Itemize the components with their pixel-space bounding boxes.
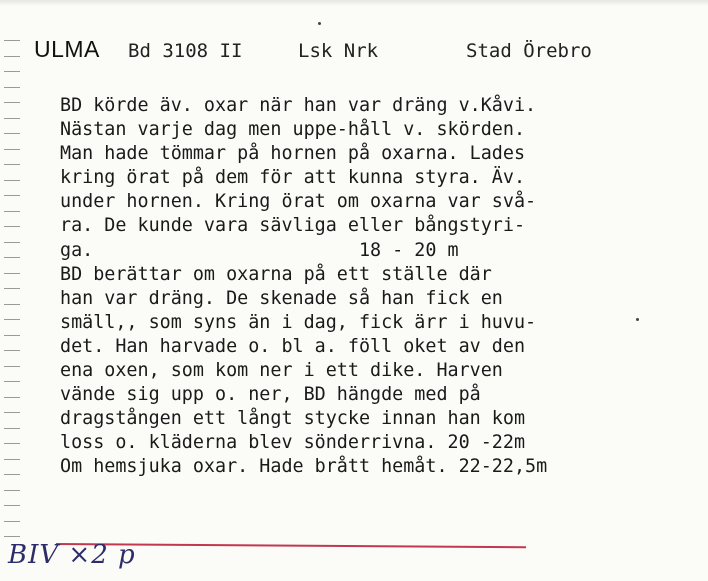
perforation-tick: [4, 350, 20, 351]
perforation-tick: [4, 505, 20, 506]
perforation-tick: [4, 195, 20, 196]
body-line: BD berättar om oxarna på ett ställe där: [60, 263, 492, 285]
perforation-tick: [4, 133, 20, 134]
body-line: det. Han harvade o. bl a. föll oket av den: [60, 335, 526, 357]
card-perforations: [0, 40, 24, 560]
place-name: Stad Örebro: [466, 40, 592, 62]
record-code: Bd 3108 II: [128, 40, 243, 62]
ink-speck: [318, 22, 321, 25]
perforation-tick: [4, 304, 20, 305]
body-line: Nästan varje dag men uppe-håll v. skörden.: [60, 119, 526, 141]
archive-label: ULMA: [34, 36, 100, 62]
perforation-tick: [4, 412, 20, 413]
perforation-tick: [4, 366, 20, 367]
perforation-tick: [4, 474, 20, 475]
perforation-tick: [4, 273, 20, 274]
perforation-tick: [4, 521, 20, 522]
body-line: kring örat på dem för att kunna styra. Äv.: [60, 167, 526, 189]
body-line-underlined: Om hemsjuka oxar. Hade brått hemåt. 22-22,5m: [60, 456, 548, 478]
body-line: smäll,, som syns än i dag, fick ärr i huvu-: [60, 311, 537, 333]
perforation-tick: [4, 242, 20, 243]
body-line: Man hade tömmar på hornen på oxarna. Lades: [60, 143, 526, 165]
ink-speck: [636, 318, 639, 321]
perforation-tick: [4, 164, 20, 165]
region-code: Lsk Nrk: [298, 40, 379, 62]
handwritten-annotation: BIV ×2 p: [8, 540, 136, 570]
perforation-tick: [4, 319, 20, 320]
perforation-tick: [4, 257, 20, 258]
perforation-tick: [4, 536, 20, 537]
perforation-tick: [4, 226, 20, 227]
body-line: vände sig upp o. ner, BD hängde med på: [60, 384, 481, 406]
perforation-tick: [4, 102, 20, 103]
card-body: [60, 94, 690, 480]
perforation-tick: [4, 149, 20, 150]
body-line: loss o. kläderna blev sönderrivna. 20 -22m: [60, 432, 526, 454]
card-top-edge: [0, 0, 708, 6]
perforation-tick: [4, 443, 20, 444]
body-line: ga. 18 - 20 m: [60, 239, 459, 261]
perforation-tick: [4, 118, 20, 119]
perforation-tick: [4, 211, 20, 212]
perforation-tick: [4, 87, 20, 88]
perforation-tick: [4, 381, 20, 382]
perforation-tick: [4, 459, 20, 460]
perforation-tick: [4, 180, 20, 181]
perforation-tick: [4, 335, 20, 336]
perforation-tick: [4, 428, 20, 429]
body-line: han var dräng. De skenade så han fick en: [60, 287, 503, 309]
card-header: [0, 32, 708, 72]
perforation-tick: [4, 397, 20, 398]
body-line: BD körde äv. oxar när han var dräng v.Kåvi.: [60, 95, 537, 116]
body-line: dragstången ett långt stycke innan han kom: [60, 408, 526, 430]
body-line: ra. De kunde vara sävliga eller bångstyri-: [60, 215, 526, 237]
perforation-tick: [4, 288, 20, 289]
body-line: ena oxen, som kom ner i ett dike. Harven: [60, 360, 503, 382]
body-line: under hornen. Kring örat om oxarna var svå-: [60, 191, 537, 213]
perforation-tick: [4, 490, 20, 491]
